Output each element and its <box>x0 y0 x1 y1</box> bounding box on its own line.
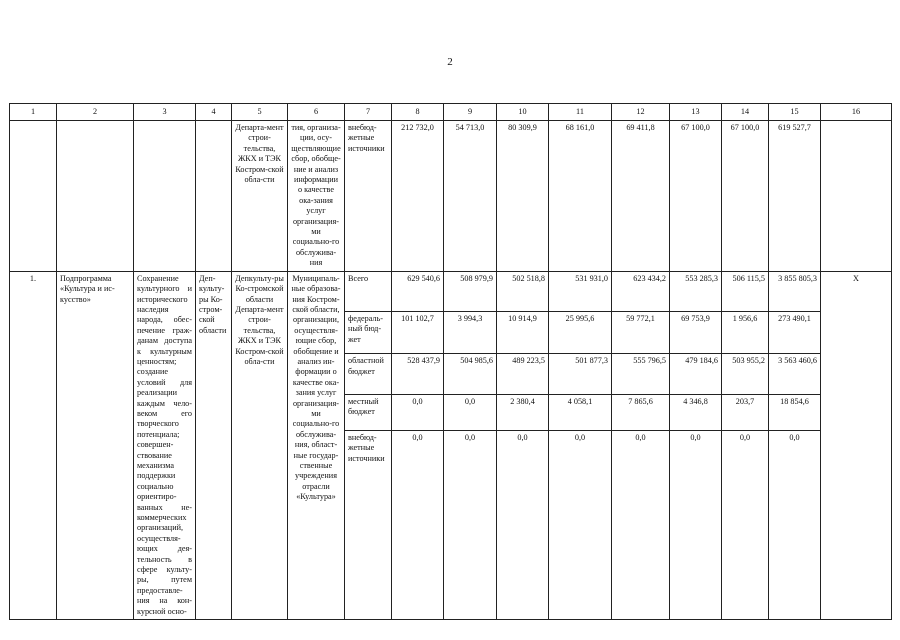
value-cell: 531 931,0 <box>549 271 612 311</box>
header-cell: 9 <box>444 104 497 121</box>
value-cell: 67 100,0 <box>722 121 769 272</box>
funding-source-label: федераль-ный бюд-жет <box>345 312 392 354</box>
value-cell: 2 380,4 <box>497 394 549 430</box>
subprogram-name: Подпрограмма «Культура и ис-кусство» <box>57 271 134 619</box>
responsible-executor: Деп-культу-ры Ко-стром-ской области <box>196 271 232 619</box>
value-cell: 18 854,6 <box>769 394 821 430</box>
program-table <box>9 103 892 620</box>
value-cell: 623 434,2 <box>612 271 670 311</box>
value-cell: 0,0 <box>722 430 769 619</box>
subprogram-goal: Сохранение культурного и исторического наследия народа, обес-печение граж-данам доступа к культурным ценностям; создание условий для реализации каждым чело-веком его творческого потенциала; совершен-ствование механизма поддержки социально ориентиро-ванных не-коммерческих организаций, осуществля-ющих дея-тельность в сфере культу-ры, путем предоставле-ния на кон-курсной осно- <box>134 271 196 619</box>
value-cell: 0,0 <box>444 430 497 619</box>
empty-cell <box>57 121 134 272</box>
value-cell: 203,7 <box>722 394 769 430</box>
header-cell: 15 <box>769 104 821 121</box>
header-cell: 8 <box>392 104 444 121</box>
continuation-row <box>10 121 892 272</box>
header-cell: 2 <box>57 104 134 121</box>
value-cell: 508 979,9 <box>444 271 497 311</box>
value-cell: 67 100,0 <box>670 121 722 272</box>
value-cell: 3 563 460,6 <box>769 354 821 394</box>
value-cell: 503 955,2 <box>722 354 769 394</box>
funding-source-label: областной бюджет <box>345 354 392 394</box>
value-cell: 68 161,0 <box>549 121 612 272</box>
empty-cell <box>134 121 196 272</box>
participants: Муниципаль-ные образова-ния Костром-ской области, организации, осуществля-ющие сбор, обобщение и анализ ин-формации о качестве ока-зания услуг организация-ми социально-го обслужива-ния, област-ные государ-ственные учреждения отрасли «Культура» <box>288 271 345 619</box>
header-cell: 12 <box>612 104 670 121</box>
empty-cell <box>821 121 892 272</box>
value-cell: 553 285,3 <box>670 271 722 311</box>
value-cell: 4 058,1 <box>549 394 612 430</box>
value-cell: 3 994,3 <box>444 312 497 354</box>
subprogram-row <box>10 271 892 311</box>
value-cell: 59 772,1 <box>612 312 670 354</box>
executor-cell: Департа-мент строи-тельства, ЖКХ и ТЭК Костром-ской обла-сти <box>232 121 288 272</box>
value-cell: 0,0 <box>497 430 549 619</box>
header-row <box>10 104 892 121</box>
co-executors: Депкульту-ры Ко-стромской области Департа-мент строи-тельства, ЖКХ и ТЭК Костром-ской обла-сти <box>232 271 288 619</box>
value-cell: 273 490,1 <box>769 312 821 354</box>
header-cell: 6 <box>288 104 345 121</box>
value-cell: 7 865,6 <box>612 394 670 430</box>
value-cell: 69 753,9 <box>670 312 722 354</box>
value-cell: 629 540,6 <box>392 271 444 311</box>
funding-source-label: внебюд-жетные источники <box>345 121 392 272</box>
header-cell: 5 <box>232 104 288 121</box>
value-cell: 80 309,9 <box>497 121 549 272</box>
row-number: 1. <box>10 271 57 619</box>
value-cell: 619 527,7 <box>769 121 821 272</box>
value-cell: 0,0 <box>670 430 722 619</box>
value-cell: 3 855 805,3 <box>769 271 821 311</box>
value-cell: 555 796,5 <box>612 354 670 394</box>
value-cell: 0,0 <box>392 430 444 619</box>
value-cell: 4 346,8 <box>670 394 722 430</box>
value-cell: 0,0 <box>769 430 821 619</box>
value-cell: 0,0 <box>444 394 497 430</box>
value-cell: 502 518,8 <box>497 271 549 311</box>
header-cell: 10 <box>497 104 549 121</box>
value-cell: 54 713,0 <box>444 121 497 272</box>
value-cell: 506 115,5 <box>722 271 769 311</box>
value-cell: 0,0 <box>612 430 670 619</box>
result-cell: Х <box>821 271 892 619</box>
value-cell: 10 914,9 <box>497 312 549 354</box>
header-cell: 14 <box>722 104 769 121</box>
value-cell: 1 956,6 <box>722 312 769 354</box>
participants-cell: тия, организа-ции, осу-ществляющие сбор, обобще-ние и анализ информации о качестве ока-зания услуг организация-ми социально-го обслужива-ния <box>288 121 345 272</box>
value-cell: 0,0 <box>549 430 612 619</box>
value-cell: 101 102,7 <box>392 312 444 354</box>
header-cell: 16 <box>821 104 892 121</box>
empty-cell <box>10 121 57 272</box>
value-cell: 504 985,6 <box>444 354 497 394</box>
header-cell: 13 <box>670 104 722 121</box>
value-cell: 501 877,3 <box>549 354 612 394</box>
value-cell: 528 437,9 <box>392 354 444 394</box>
funding-source-label: внебюд-жетные источники <box>345 430 392 619</box>
value-cell: 25 995,6 <box>549 312 612 354</box>
page-number: 2 <box>447 56 453 68</box>
funding-source-label: Всего <box>345 271 392 311</box>
value-cell: 0,0 <box>392 394 444 430</box>
value-cell: 212 732,0 <box>392 121 444 272</box>
value-cell: 489 223,5 <box>497 354 549 394</box>
header-cell: 3 <box>134 104 196 121</box>
empty-cell <box>196 121 232 272</box>
header-cell: 1 <box>10 104 57 121</box>
header-cell: 11 <box>549 104 612 121</box>
header-cell: 7 <box>345 104 392 121</box>
header-cell: 4 <box>196 104 232 121</box>
funding-source-label: местный бюджет <box>345 394 392 430</box>
value-cell: 69 411,8 <box>612 121 670 272</box>
value-cell: 479 184,6 <box>670 354 722 394</box>
